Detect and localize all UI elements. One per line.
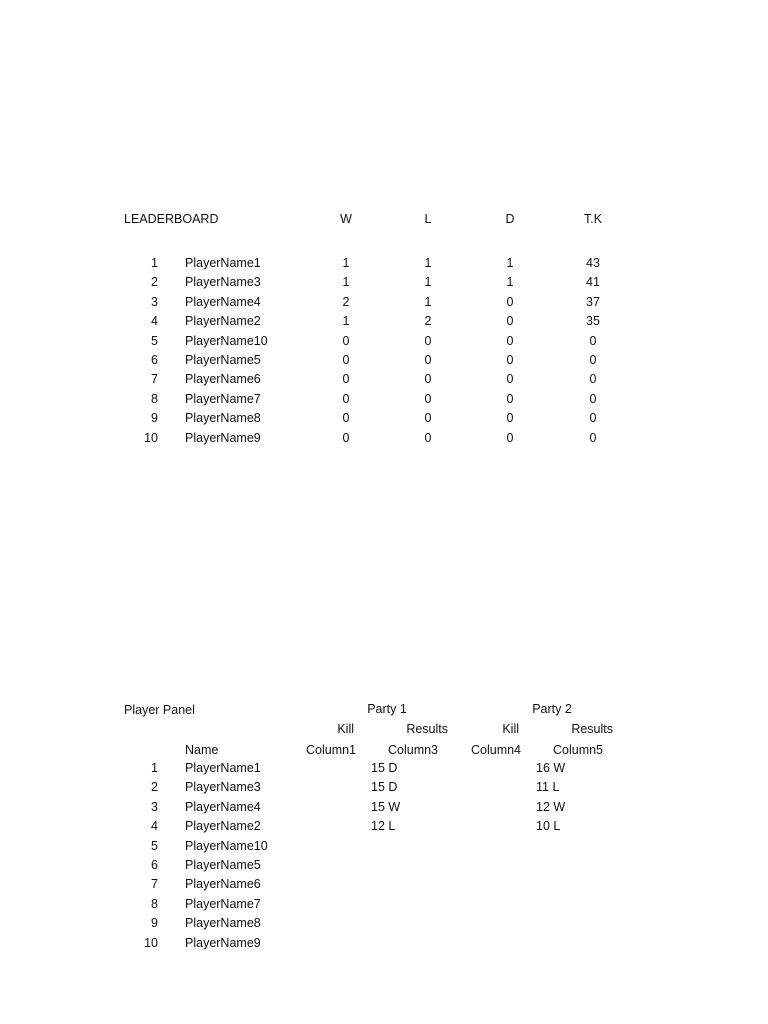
leaderboard-total-kills: 0 [589, 334, 597, 348]
column-header-tk: T.K [583, 212, 603, 226]
leaderboard-total-kills: 43 [586, 256, 600, 270]
leaderboard-losses: 1 [424, 275, 432, 289]
leaderboard-player-name: PlayerName8 [185, 411, 261, 425]
panel-rank: 4 [151, 819, 158, 833]
leaderboard-total-kills: 0 [589, 411, 597, 425]
leaderboard-total-kills: 0 [589, 431, 597, 445]
party1-result: 12 L [371, 819, 396, 833]
leaderboard-player-name: PlayerName5 [185, 353, 261, 367]
leaderboard-player-name: PlayerName6 [185, 372, 261, 386]
leaderboard-wins: 0 [342, 411, 350, 425]
panel-player-name: PlayerName4 [185, 800, 261, 814]
leaderboard-player-name: PlayerName3 [185, 275, 261, 289]
panel-player-name: PlayerName1 [185, 761, 261, 775]
panel-player-name: PlayerName2 [185, 819, 261, 833]
leaderboard-player-name: PlayerName7 [185, 392, 261, 406]
party2-results-label: Results [571, 722, 613, 736]
leaderboard-rank: 10 [144, 431, 158, 445]
leaderboard-draws: 0 [506, 334, 514, 348]
panel-player-name: PlayerName8 [185, 916, 261, 930]
leaderboard-rank: 2 [151, 275, 158, 289]
party2-result: 16 W [536, 761, 566, 775]
leaderboard-player-name: PlayerName4 [185, 295, 261, 309]
leaderboard-rank: 3 [151, 295, 158, 309]
leaderboard-rank: 6 [151, 353, 158, 367]
leaderboard-rank: 7 [151, 372, 158, 386]
party2-result: 12 W [536, 800, 566, 814]
leaderboard-player-name: PlayerName1 [185, 256, 261, 270]
panel-rank: 7 [151, 877, 158, 891]
party1-result: 15 D [371, 761, 398, 775]
party1-header: Party 1 [367, 702, 407, 716]
leaderboard-draws: 0 [506, 392, 514, 406]
panel-rank: 8 [151, 897, 158, 911]
leaderboard-wins: 2 [342, 295, 350, 309]
leaderboard-wins: 0 [342, 392, 350, 406]
panel-rank: 10 [144, 936, 158, 950]
panel-rank: 2 [151, 780, 158, 794]
leaderboard-wins: 0 [342, 372, 350, 386]
leaderboard-total-kills: 35 [586, 314, 600, 328]
party1-kill-label: Kill [337, 722, 354, 736]
leaderboard-draws: 0 [506, 314, 514, 328]
leaderboard-total-kills: 37 [586, 295, 600, 309]
name-column-header: Name [185, 743, 219, 757]
column-header-w: W [340, 212, 352, 226]
leaderboard-title: LEADERBOARD [124, 212, 219, 226]
panel-player-name: PlayerName6 [185, 877, 261, 891]
leaderboard-losses: 2 [424, 314, 432, 328]
leaderboard-wins: 1 [342, 314, 350, 328]
column-header-d: D [505, 212, 515, 226]
panel-player-name: PlayerName5 [185, 858, 261, 872]
panel-rank: 9 [151, 916, 158, 930]
party1-results-label: Results [406, 722, 448, 736]
party1-result: 15 D [371, 780, 398, 794]
leaderboard-player-name: PlayerName2 [185, 314, 261, 328]
leaderboard-wins: 0 [342, 431, 350, 445]
leaderboard-draws: 1 [506, 256, 514, 270]
leaderboard-wins: 0 [342, 353, 350, 367]
leaderboard-losses: 0 [424, 353, 432, 367]
leaderboard-rank: 9 [151, 411, 158, 425]
leaderboard-rank: 4 [151, 314, 158, 328]
leaderboard-total-kills: 0 [589, 392, 597, 406]
panel-rank: 1 [151, 761, 158, 775]
leaderboard-rank: 8 [151, 392, 158, 406]
panel-player-name: PlayerName7 [185, 897, 261, 911]
leaderboard-losses: 0 [424, 392, 432, 406]
leaderboard-draws: 0 [506, 411, 514, 425]
column3-header: Column3 [387, 743, 439, 757]
leaderboard-wins: 1 [342, 275, 350, 289]
panel-rank: 6 [151, 858, 158, 872]
column1-header: Column1 [305, 743, 357, 757]
leaderboard-losses: 1 [424, 256, 432, 270]
party2-kill-label: Kill [502, 722, 519, 736]
leaderboard-player-name: PlayerName10 [185, 334, 268, 348]
leaderboard-losses: 0 [424, 431, 432, 445]
leaderboard-total-kills: 0 [589, 353, 597, 367]
leaderboard-draws: 0 [506, 372, 514, 386]
panel-rank: 5 [151, 839, 158, 853]
leaderboard-wins: 0 [342, 334, 350, 348]
leaderboard-rank: 1 [151, 256, 158, 270]
column4-header: Column4 [470, 743, 522, 757]
leaderboard-wins: 1 [342, 256, 350, 270]
leaderboard-losses: 0 [424, 372, 432, 386]
leaderboard-rank: 5 [151, 334, 158, 348]
leaderboard-player-name: PlayerName9 [185, 431, 261, 445]
column-header-l: L [424, 212, 432, 226]
party2-result: 10 L [536, 819, 561, 833]
leaderboard-draws: 0 [506, 431, 514, 445]
party1-result: 15 W [371, 800, 401, 814]
leaderboard-losses: 0 [424, 334, 432, 348]
panel-player-name: PlayerName3 [185, 780, 261, 794]
party2-header: Party 2 [532, 702, 572, 716]
panel-player-name: PlayerName9 [185, 936, 261, 950]
player-panel-title: Player Panel [124, 703, 195, 717]
leaderboard-total-kills: 41 [586, 275, 600, 289]
leaderboard-draws: 0 [506, 295, 514, 309]
leaderboard-losses: 0 [424, 411, 432, 425]
leaderboard-draws: 1 [506, 275, 514, 289]
leaderboard-total-kills: 0 [589, 372, 597, 386]
column5-header: Column5 [552, 743, 604, 757]
panel-rank: 3 [151, 800, 158, 814]
leaderboard-draws: 0 [506, 353, 514, 367]
leaderboard-losses: 1 [424, 295, 432, 309]
party2-result: 11 L [536, 780, 560, 794]
panel-player-name: PlayerName10 [185, 839, 268, 853]
